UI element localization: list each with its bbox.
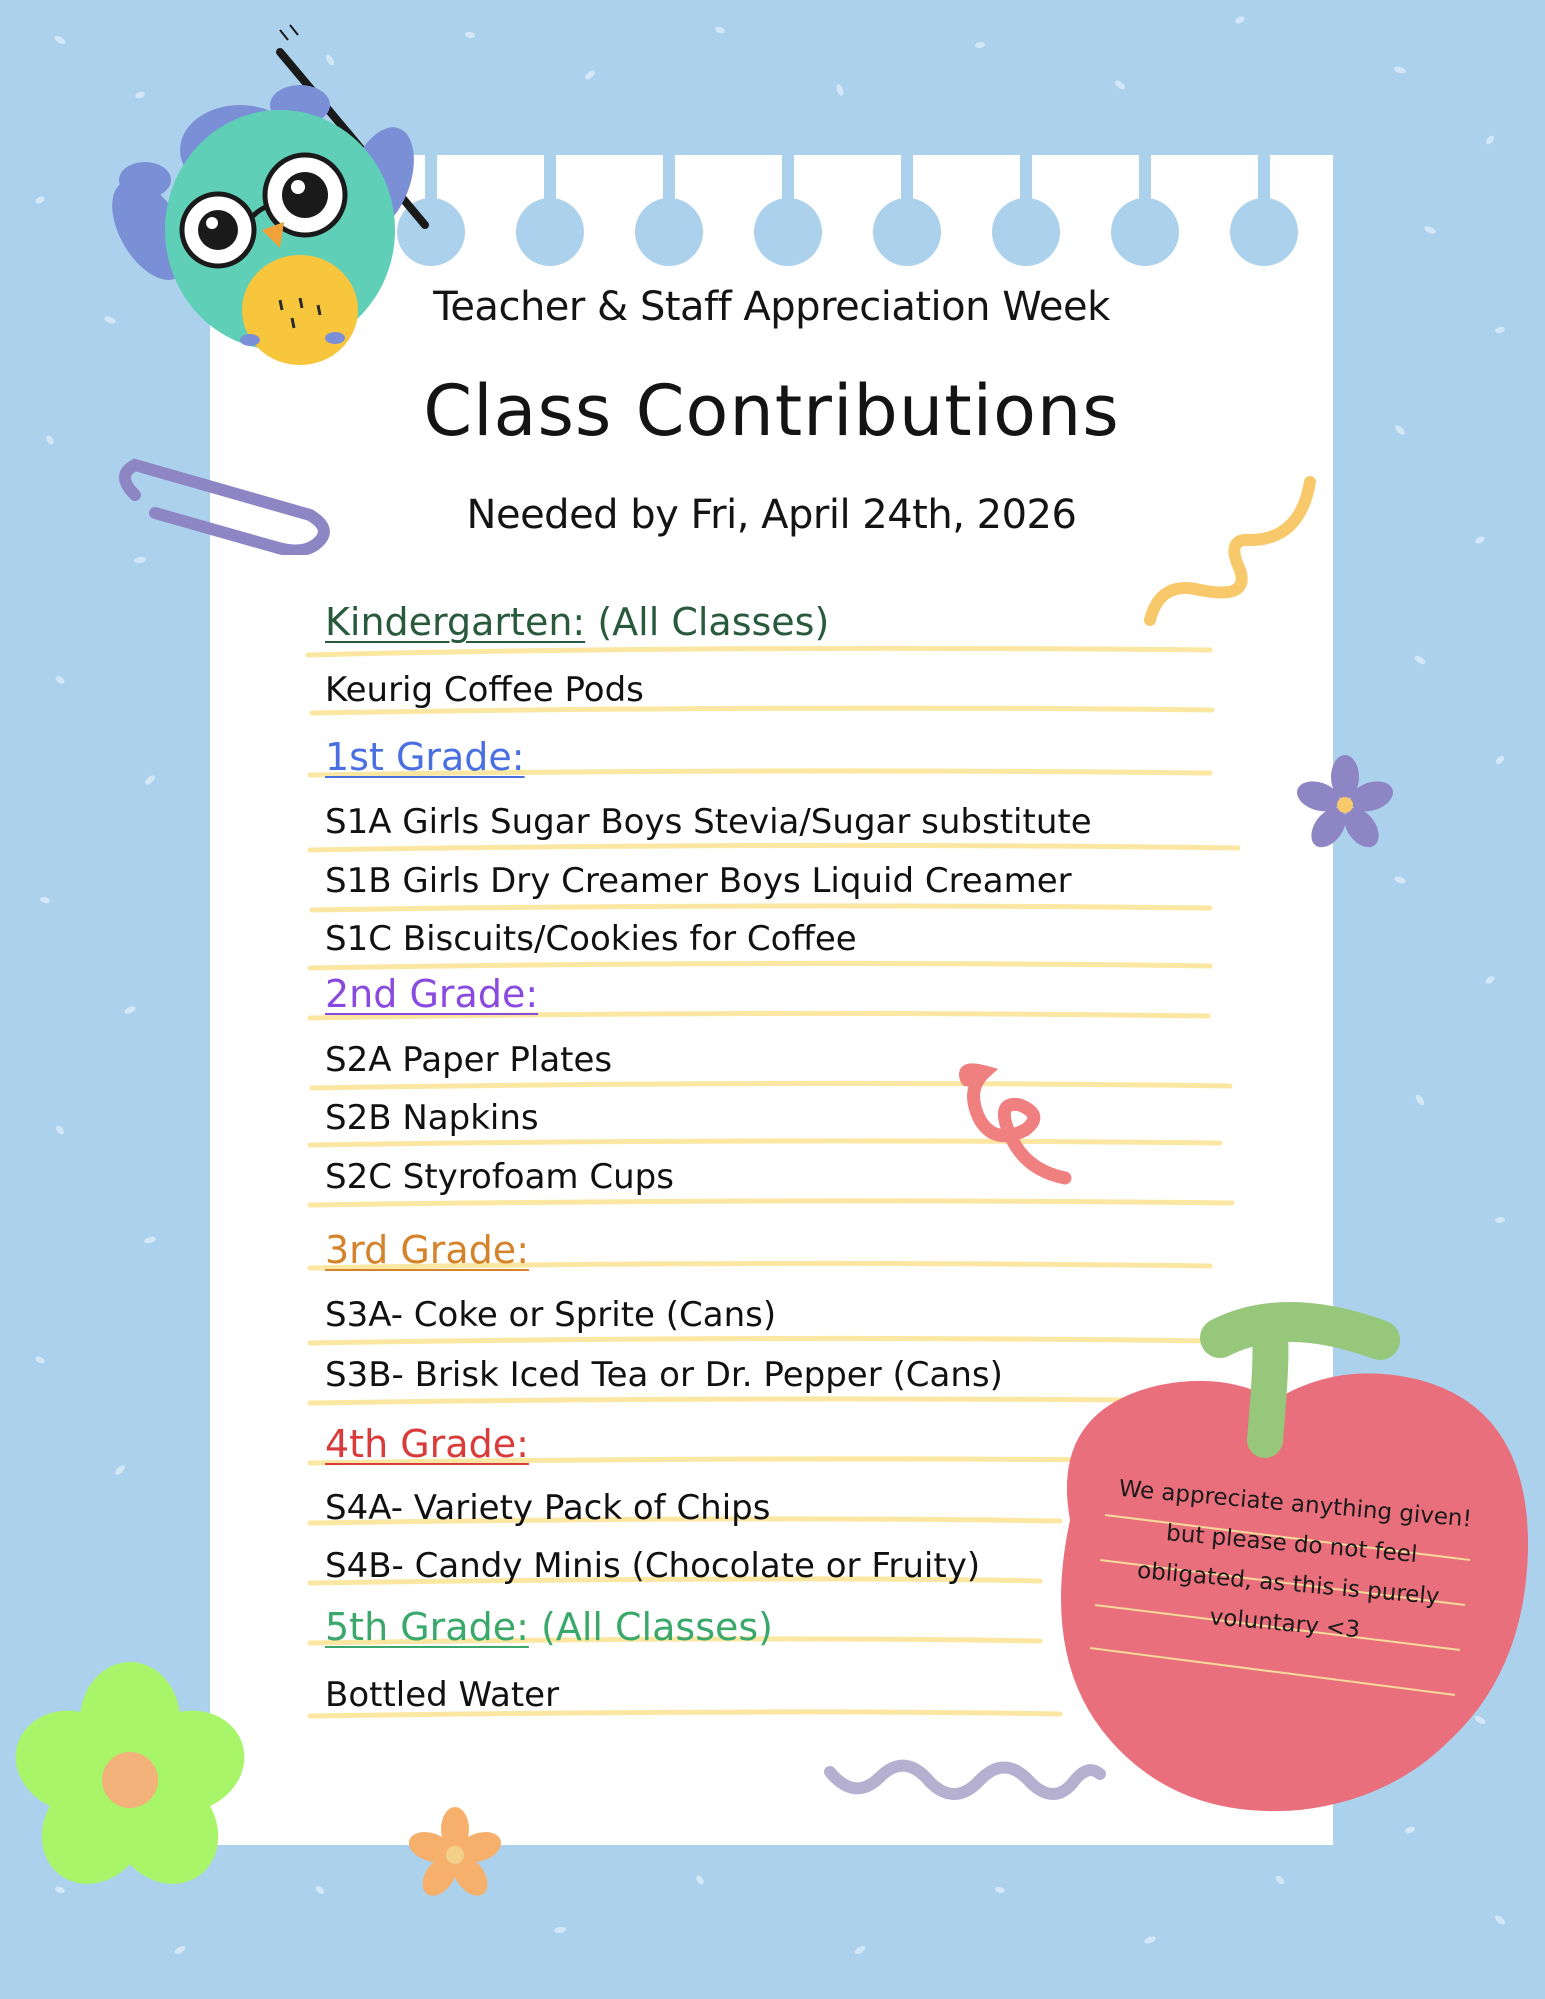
list-item: S2B Napkins	[325, 1098, 539, 1138]
list-item: S1C Biscuits/Cookies for Coffee	[325, 919, 857, 959]
grade5-label: 5th Grade:	[325, 1605, 529, 1649]
apple-note-line: voluntary <3	[1208, 1604, 1361, 1644]
grade2-label: 2nd Grade:	[325, 972, 539, 1016]
grade5-heading	[325, 1605, 773, 1649]
list-item: Bottled Water	[325, 1675, 560, 1715]
purple-flower-icon	[1295, 755, 1395, 855]
list-item: S3B- Brisk Iced Tea or Dr. Pepper (Cans)	[325, 1355, 1003, 1395]
deadline-text: Needed by Fri, April 24th, 2026	[466, 492, 1077, 538]
pink-curl-icon	[955, 1060, 1075, 1190]
kindergarten-label: Kindergarten:	[325, 600, 586, 644]
list-item: S2C Styrofoam Cups	[325, 1157, 674, 1197]
apple-note-line: We appreciate anything given!	[1117, 1475, 1473, 1533]
apple-note-line: obligated, as this is purely	[1136, 1557, 1441, 1611]
grade4-label: 4th Grade:	[325, 1422, 529, 1466]
list-item: S4A- Variety Pack of Chips	[325, 1488, 771, 1528]
list-item: S4B- Candy Minis (Chocolate or Fruity)	[325, 1546, 981, 1586]
green-flower-icon	[0, 1660, 260, 1900]
list-item: S2A Paper Plates	[325, 1040, 613, 1080]
list-item: S3A- Coke or Sprite (Cans)	[325, 1295, 777, 1335]
grade2-heading	[325, 972, 538, 1016]
list-item: S1B Girls Dry Creamer Boys Liquid Creamer	[325, 861, 1072, 901]
grade1-label: 1st Grade:	[325, 735, 525, 779]
kindergarten-heading	[325, 600, 829, 644]
apple-note-line: but please do not feel	[1165, 1520, 1419, 1569]
page-title: Class Contributions	[423, 370, 1120, 452]
grade3-label: 3rd Grade:	[325, 1228, 529, 1272]
grade5-note: (All Classes)	[541, 1605, 773, 1649]
event-subtitle: Teacher & Staff Appreciation Week	[433, 284, 1110, 330]
list-item: S1A Girls Sugar Boys Stevia/Sugar substitute	[325, 802, 1092, 842]
kindergarten-note: (All Classes)	[597, 600, 830, 644]
grade4-heading	[325, 1422, 529, 1466]
grade3-heading	[325, 1228, 529, 1272]
list-item: Keurig Coffee Pods	[325, 670, 644, 710]
grade1-heading	[325, 735, 525, 779]
orange-flower-icon	[405, 1805, 505, 1905]
